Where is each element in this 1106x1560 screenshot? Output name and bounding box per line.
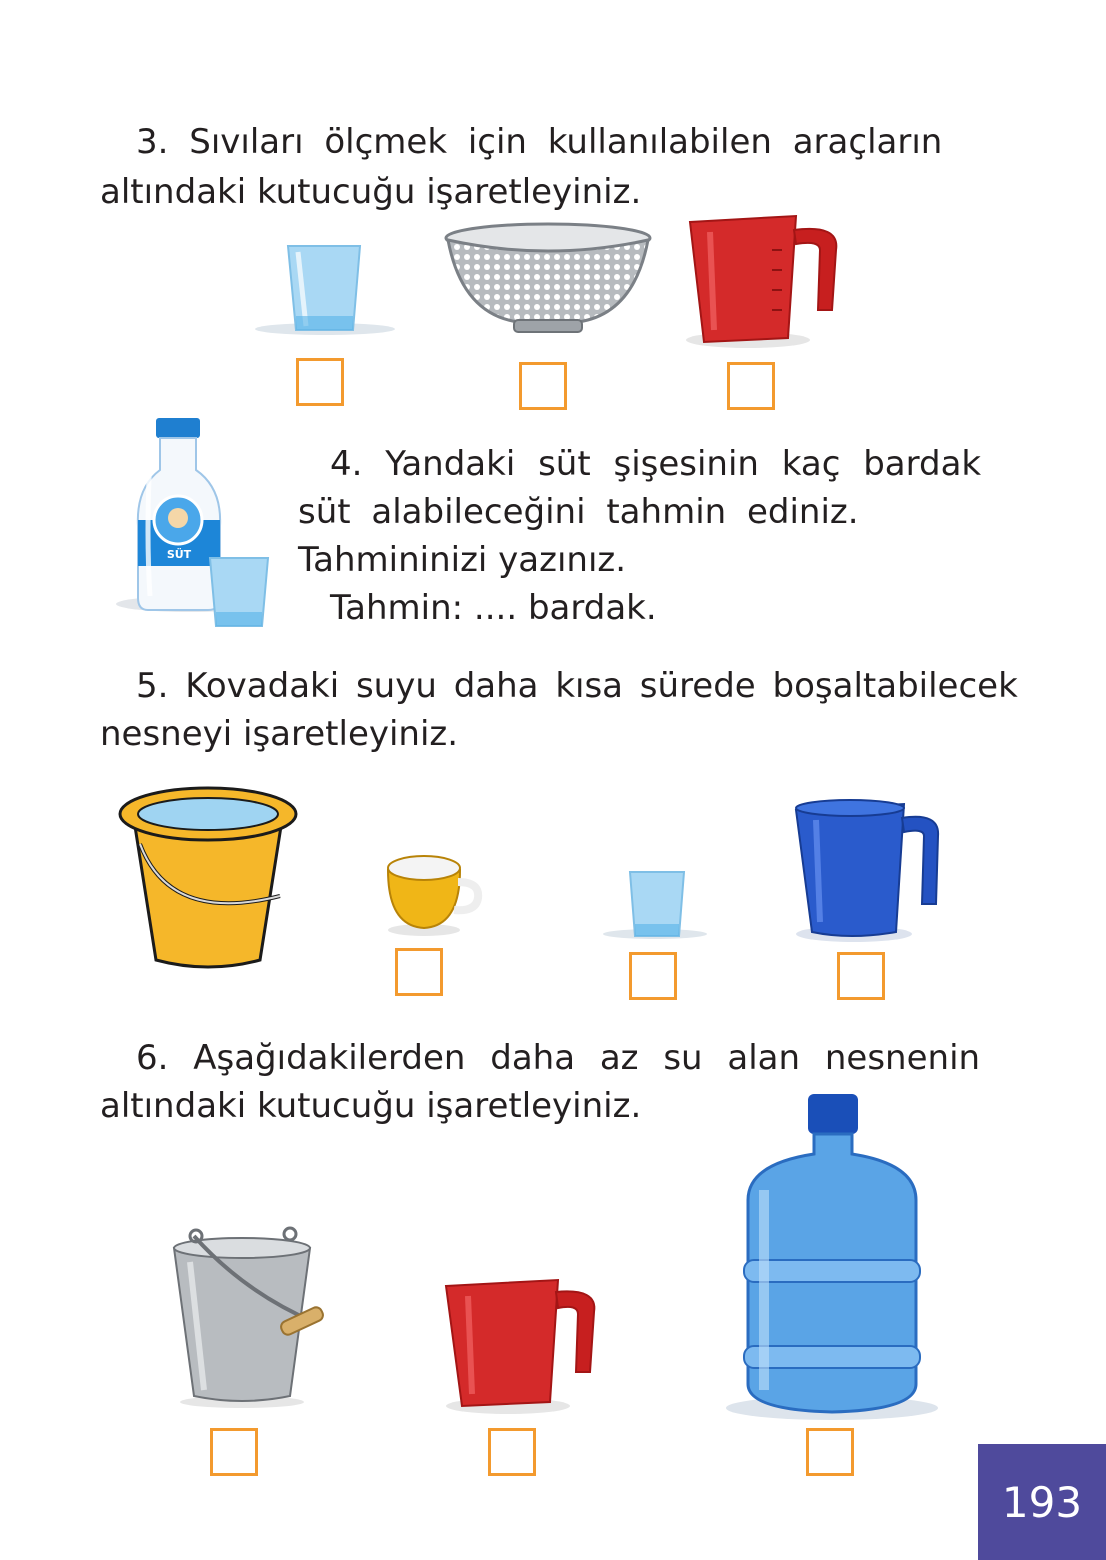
- q3-checkbox-jug[interactable]: [727, 362, 775, 410]
- colander-icon: [442, 222, 654, 336]
- q3-line-1: [136, 120, 943, 164]
- q5-line-1: 5. Kovadaki suyu daha kısa sürede boşaltabilecek: [136, 666, 1018, 706]
- q6-checkbox-carboy[interactable]: [806, 1428, 854, 1476]
- milk-bottle-label: SÜT: [166, 548, 192, 561]
- q4-text-1: 4. Yandaki süt şişesinin kaç bardak: [330, 444, 982, 484]
- q5-checkbox-cup[interactable]: [395, 948, 443, 996]
- q3-text-1: 3. Sıvıları ölçmek için kullanılabilen araçların: [136, 122, 943, 162]
- q4-line-1: [330, 442, 982, 486]
- q6-line-2: altındaki kutucuğu işaretleyiniz.: [100, 1086, 642, 1126]
- milk-bottle-icon: [110, 416, 280, 636]
- q4-line-2: süt alabileceğini tahmin ediniz.: [298, 492, 859, 532]
- cup-icon: [384, 848, 484, 938]
- q6-checkbox-jug[interactable]: [488, 1428, 536, 1476]
- q5-checkbox-jug[interactable]: [837, 952, 885, 1000]
- small-measuring-jug-icon: [440, 1276, 610, 1416]
- q4-line-4: Tahmin: .... bardak.: [330, 588, 657, 628]
- q3-checkbox-glass[interactable]: [296, 358, 344, 406]
- water-carboy-icon: [720, 1090, 946, 1426]
- q6-checkbox-bucket[interactable]: [210, 1428, 258, 1476]
- small-glass-icon: [600, 866, 710, 942]
- q3-checkbox-colander[interactable]: [519, 362, 567, 410]
- bucket-icon: [110, 774, 306, 974]
- q6-text-1: 6. Aşağıdakilerden daha az su alan nesnenin: [136, 1038, 981, 1078]
- page-number: 193: [978, 1444, 1106, 1560]
- glass-icon: [250, 238, 400, 338]
- q6-line-1: [136, 1036, 981, 1080]
- q4-line-3: Tahmininizi yazınız.: [298, 540, 627, 580]
- measuring-jug-icon: [680, 210, 850, 350]
- q5-checkbox-glass[interactable]: [629, 952, 677, 1000]
- metal-bucket-icon: [164, 1222, 334, 1412]
- jug-icon: [790, 796, 946, 946]
- q5-line-2: nesneyi işaretleyiniz.: [100, 714, 459, 754]
- q3-line-2: altındaki kutucuğu işaretleyiniz.: [100, 172, 642, 212]
